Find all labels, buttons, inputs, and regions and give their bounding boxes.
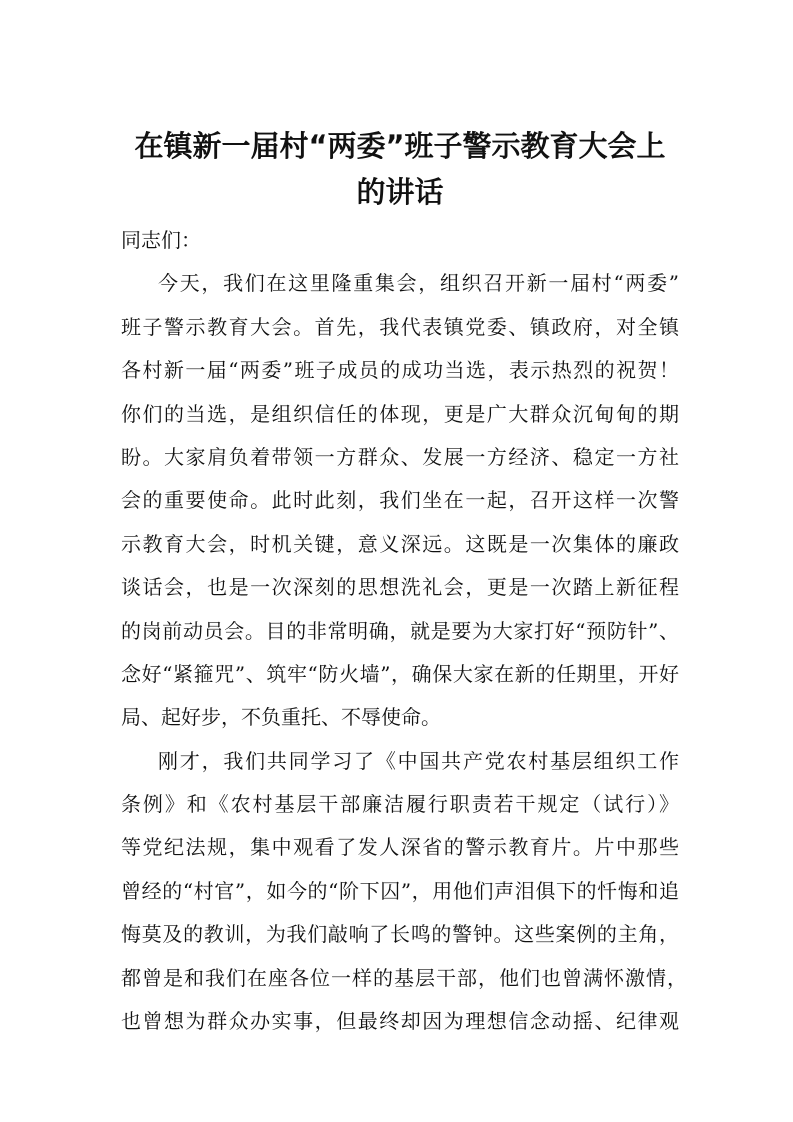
title-line: 在镇新一届村“两委”班子警示教育大会上 xyxy=(134,129,666,163)
text-line: 都曾是和我们在座各位一样的基层干部，他们也曾满怀激情， xyxy=(121,965,687,990)
text-line: 条例》和《农村基层干部廉洁履行职责若干规定（试行）》 xyxy=(121,792,679,817)
text-line: 的岗前动员会。目的非常明确，就是要为大家打好“预防针”、 xyxy=(121,618,679,643)
text-line: 各村新一届“两委”班子成员的成功当选，表示热烈的祝贺！ xyxy=(121,358,679,383)
salutation: 同志们： xyxy=(121,228,201,252)
text-line: 会的重要使命。此时此刻，我们坐在一起，召开这样一次警 xyxy=(121,488,679,513)
paragraph xyxy=(121,262,679,739)
paragraph xyxy=(121,740,687,1044)
text-line: 示教育大会，时机关键，意义深远。这既是一次集体的廉政 xyxy=(121,531,679,556)
text-line: 也曾想为群众办实事，但最终却因为理想信念动摇、纪律观 xyxy=(121,1009,679,1034)
text-line: 谈话会，也是一次深刻的思想洗礼会，更是一次踏上新征程 xyxy=(121,575,679,600)
document-title xyxy=(110,123,690,215)
text-line: 刚才，我们共同学习了《中国共产党农村基层组织工作 xyxy=(158,748,679,773)
text-line: 班子警示教育大会。首先，我代表镇党委、镇政府，对全镇 xyxy=(121,314,679,339)
text-line: 局、起好步，不负重托、不辱使命。 xyxy=(121,705,441,730)
text-line: 悔莫及的教训，为我们敲响了长鸣的警钟。这些案例的主角， xyxy=(121,922,679,947)
text-line: 你们的当选，是组织信任的体现，更是广大群众沉甸甸的期 xyxy=(121,401,679,426)
text-line: 盼。大家肩负着带领一方群众、发展一方经济、稳定一方社 xyxy=(121,444,679,469)
text-line: 今天，我们在这里隆重集会，组织召开新一届村“两委” xyxy=(158,271,679,296)
document-body xyxy=(121,219,687,1043)
text-line: 等党纪法规，集中观看了发人深省的警示教育片。片中那些 xyxy=(121,835,679,860)
text-line: 曾经的“村官”，如今的“阶下囚”，用他们声泪俱下的忏悔和追 xyxy=(121,878,679,903)
text-line: 念好“紧箍咒”、筑牢“防火墙”，确保大家在新的任期里，开好 xyxy=(121,661,679,686)
title-line: 的讲话 xyxy=(356,175,444,209)
